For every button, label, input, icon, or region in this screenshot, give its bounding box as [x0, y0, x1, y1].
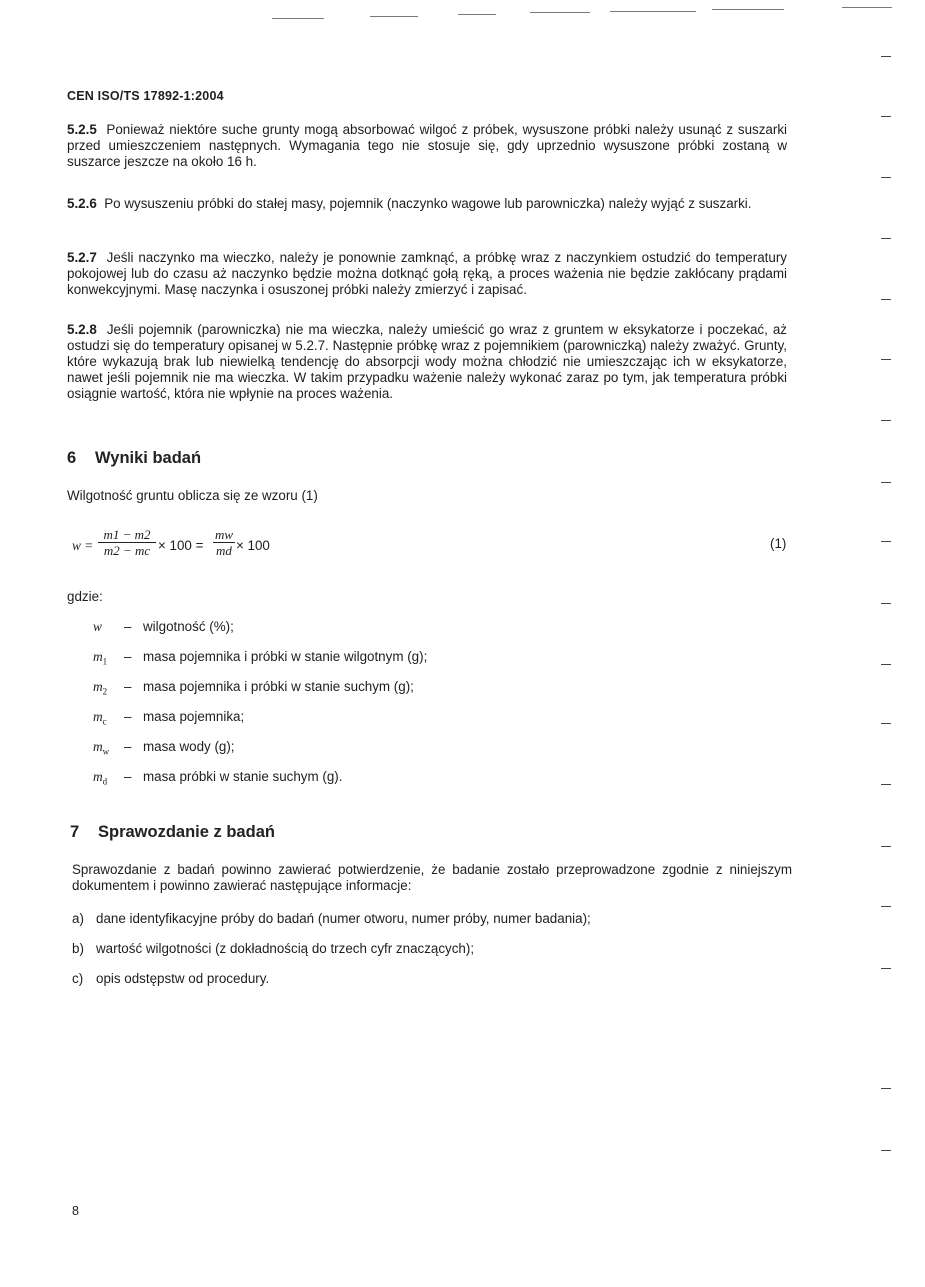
section-number: 7	[70, 823, 80, 841]
scan-edge-mark	[881, 116, 891, 117]
definition-text: masa próbki w stanie suchym (g).	[143, 769, 343, 784]
equation-number: (1)	[770, 536, 787, 551]
where-label: gdzie:	[67, 589, 103, 604]
scan-edge-mark	[881, 1150, 891, 1151]
scan-edge-mark	[881, 664, 891, 665]
clause-text: Jeśli naczynko ma wieczko, należy je ponownie zamknąć, a próbkę wraz z naczynkiem ostudzić do temperatury pokojowej lub do czasu aż naczynko będzie można dotknąć gołą ręką, a proces ważenia nie będzie zakłócany prądami konwekcyjnymi. Masę naczynka i osuszonej próbki należy zmierzyć i zapisać.	[67, 250, 787, 297]
scan-edge-mark	[881, 541, 891, 542]
scan-artifact-line	[610, 11, 696, 12]
list-item-text: wartość wilgotności (z dokładnością do trzech cyfr znaczących);	[96, 941, 475, 956]
definition-dash: –	[124, 769, 132, 784]
scan-artifact-line	[712, 9, 784, 10]
list-item-text: dane identyfikacyjne próby do badań (numer otworu, numer próby, numer badania);	[96, 911, 591, 926]
list-item-letter: c)	[72, 971, 84, 986]
fraction-numerator: m1 − m2	[98, 528, 156, 543]
scan-edge-mark	[881, 177, 891, 178]
section-7-heading	[70, 824, 275, 840]
scan-edge-mark	[881, 359, 891, 360]
clause-5-2-7	[67, 250, 787, 298]
definition-text: wilgotność (%);	[143, 619, 234, 634]
scan-edge-mark	[881, 299, 891, 300]
list-item-text: opis odstępstw od procedury.	[96, 971, 270, 986]
clause-text: Po wysuszeniu próbki do stałej masy, pojemnik (naczynko wagowe lub parowniczka) należy wyjąć z suszarki.	[104, 196, 752, 211]
section-title: Wyniki badań	[95, 449, 202, 467]
page-number: 8	[72, 1204, 79, 1218]
list-item	[72, 911, 591, 927]
scan-edge-mark	[881, 1088, 891, 1089]
scan-edge-mark	[881, 723, 891, 724]
moisture-formula	[70, 528, 330, 568]
scan-edge-mark	[881, 603, 891, 604]
fraction-denominator: md	[216, 543, 232, 558]
section-6-heading	[67, 450, 201, 466]
scan-edge-mark	[881, 482, 891, 483]
formula-times-100: × 100 =	[158, 538, 204, 553]
scan-edge-mark	[881, 420, 891, 421]
definition-symbol: $m_1$	[93, 649, 108, 667]
scan-edge-mark	[881, 784, 891, 785]
scan-edge-mark	[881, 968, 891, 969]
scan-artifact-line	[530, 12, 590, 13]
clause-5-2-6	[67, 196, 787, 212]
formula-lhs: w	[72, 538, 81, 553]
definition-symbol: $m_w$	[93, 739, 110, 757]
definition-dash: –	[124, 679, 132, 694]
definition-symbol: $m_d$	[93, 769, 108, 787]
scan-artifact-line	[842, 7, 892, 8]
fraction-numerator: mw	[215, 527, 234, 542]
definition-dash: –	[124, 709, 132, 724]
definition-dash: –	[124, 649, 132, 664]
clause-number: 5.2.7	[67, 250, 97, 265]
scan-edge-mark	[881, 238, 891, 239]
definition-symbol: $m_c$	[93, 709, 107, 727]
clause-text: Jeśli pojemnik (parowniczka) nie ma wieczka, należy umieścić go wraz z gruntem w eksykatorze i poczekać, aż ostudzi się do temperatury opisanej w 5.2.7. Następnie próbkę wraz z pojemnikiem (parowniczką) należy zważyć. Grunty, które wykazują brak lub niewielką tendencję do absorpcji wody można chłodzić nie umieszczając ich w eksykatorze, nawet jeśli pojemnik nie ma wieczka. W takim przypadku ważenie należy wykonać zaraz po tym, jak temperatura próbki osiągnie wartość, która nie wpłynie na proces ważenia.	[67, 322, 787, 401]
definition-text: masa wody (g);	[143, 739, 235, 754]
definition-dash: –	[124, 619, 132, 634]
section-7-intro: Sprawozdanie z badań powinno zawierać potwierdzenie, że badanie zostało przeprowadzone zgodnie z niniejszym dokumentem i powinno zawierać następujące informacje:	[72, 862, 792, 893]
formula-fraction-2	[213, 528, 235, 558]
definition-text: masa pojemnika i próbki w stanie suchym (g);	[143, 679, 414, 694]
clause-5-2-5	[67, 122, 787, 170]
clause-number: 5.2.6	[67, 196, 97, 211]
scan-edge-mark	[881, 56, 891, 57]
section-number: 6	[67, 449, 77, 467]
definition-dash: –	[124, 739, 132, 754]
scan-edge-mark	[881, 846, 891, 847]
section-title: Sprawozdanie z badań	[98, 823, 275, 841]
definition-text: masa pojemnika i próbki w stanie wilgotnym (g);	[143, 649, 428, 664]
clause-number: 5.2.8	[67, 322, 97, 337]
clause-5-2-8	[67, 322, 787, 402]
list-item	[72, 971, 269, 987]
clause-text: Ponieważ niektóre suche grunty mogą absorbować wilgoć z próbek, wysuszone próbki należy usunąć z suszarki przed umieszczeniem następnych. Wymagania tego nie stosuje się, gdy uprzednio wysuszone próbki zostaną w suszarce jeszcze na około 16 h.	[67, 122, 787, 169]
fraction-denominator: m2 − mc	[103, 543, 151, 558]
list-item-letter: b)	[72, 941, 84, 956]
formula-fraction-1	[98, 528, 156, 558]
section-6-intro: Wilgotność gruntu oblicza się ze wzoru (1)	[67, 488, 318, 503]
definition-symbol: w	[93, 619, 102, 634]
scan-edge-mark	[881, 906, 891, 907]
formula-times-100: × 100	[236, 538, 270, 553]
scan-artifact-line	[370, 16, 418, 17]
document-header: CEN ISO/TS 17892-1:2004	[67, 89, 224, 103]
list-item	[72, 941, 474, 957]
scan-artifact-line	[272, 18, 324, 19]
definition-text: masa pojemnika;	[143, 709, 245, 724]
formula-equals: =	[85, 538, 93, 553]
definition-symbol: $m_2$	[93, 679, 108, 697]
list-item-letter: a)	[72, 911, 84, 926]
clause-number: 5.2.5	[67, 122, 97, 137]
scan-artifact-line	[458, 14, 496, 15]
